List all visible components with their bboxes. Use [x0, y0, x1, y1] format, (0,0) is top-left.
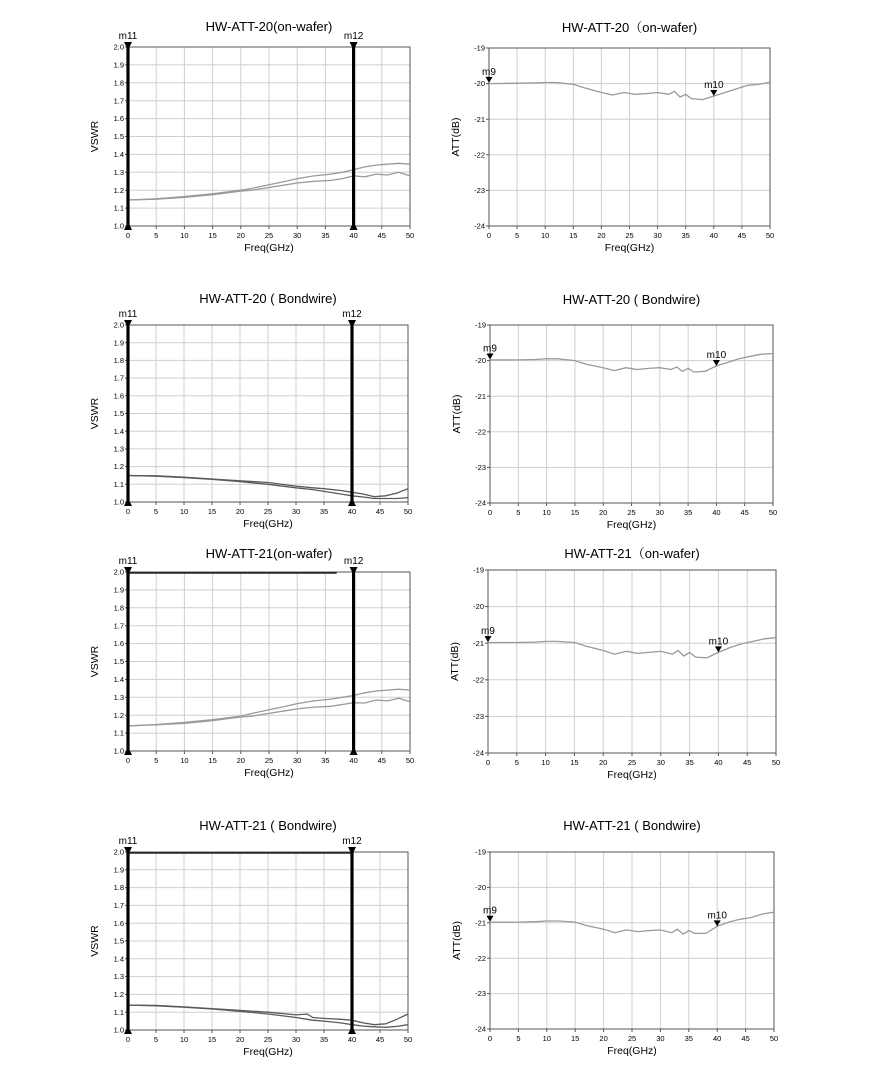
y-tick-label: 1.4	[113, 150, 124, 159]
chart-panel-4	[451, 292, 777, 531]
x-tick-label: 10	[542, 1034, 551, 1043]
x-tick-label: 45	[377, 756, 386, 765]
y-tick-label: 1.2	[113, 462, 124, 472]
y-tick-label: 1.5	[113, 657, 124, 667]
x-tick-label: 15	[208, 756, 217, 765]
y-tick-label: -19	[475, 847, 486, 857]
x-tick-label: 40	[349, 756, 358, 765]
y-tick-label: 1.9	[113, 338, 124, 348]
x-tick-label: 45	[377, 231, 386, 240]
y-axis-label: ATT(dB)	[451, 921, 463, 960]
marker-label-m10: m10	[707, 910, 727, 922]
marker-triangle-top	[348, 847, 356, 855]
x-tick-label: 30	[293, 756, 302, 765]
x-axis-label: Freq(GHz)	[607, 1045, 657, 1057]
x-tick-label: 40	[347, 1035, 357, 1044]
chart-title: HW-ATT-21 ( Bondwire)	[199, 818, 337, 833]
y-tick-label: 1.6	[113, 391, 124, 401]
x-axis-label: Freq(GHz)	[243, 1046, 293, 1058]
chart-title: HW-ATT-20 ( Bondwire)	[562, 292, 701, 307]
x-tick-label: 25	[625, 231, 634, 240]
marker-label-m11: m11	[118, 31, 138, 42]
y-tick-label: 1.5	[113, 936, 124, 946]
x-tick-label: 50	[768, 508, 778, 517]
x-axis-label: Freq(GHz)	[244, 242, 294, 254]
y-tick-label: -19	[473, 565, 484, 575]
marker-triangle-top	[350, 567, 358, 575]
x-tick-label: 5	[516, 1034, 521, 1043]
x-tick-label: 0	[487, 508, 493, 517]
y-tick-label: -22	[474, 150, 485, 160]
x-tick-label: 30	[291, 1035, 301, 1044]
y-tick-label: 2.0	[113, 42, 124, 52]
chart-panel-5	[89, 546, 414, 779]
x-tick-label: 0	[487, 1034, 493, 1043]
x-tick-label: 5	[153, 507, 159, 516]
x-tick-label: 15	[207, 507, 217, 516]
y-tick-label: 1.1	[113, 728, 124, 738]
x-tick-label: 50	[405, 756, 415, 765]
x-tick-label: 20	[599, 508, 608, 517]
y-tick-label: -20	[475, 356, 486, 366]
x-tick-label: 0	[125, 756, 131, 765]
marker-triangle-top	[124, 847, 132, 855]
x-tick-label: 0	[485, 758, 491, 767]
marker-label-m11: m11	[118, 836, 138, 847]
y-tick-label: -19	[475, 320, 486, 330]
x-tick-label: 25	[627, 758, 637, 767]
y-tick-label: 1.7	[113, 96, 124, 106]
x-tick-label: 30	[655, 508, 664, 517]
x-tick-label: 25	[264, 231, 274, 240]
marker-label-m9: m9	[482, 66, 496, 78]
x-tick-label: 35	[684, 1034, 693, 1043]
y-tick-label: 1.2	[113, 710, 124, 720]
marker-label-m9: m9	[483, 343, 497, 355]
x-tick-label: 45	[375, 507, 385, 516]
y-tick-label: 1.4	[113, 426, 124, 436]
y-tick-label: 1.9	[113, 60, 124, 70]
x-tick-label: 50	[769, 1034, 779, 1043]
x-tick-label: 10	[180, 756, 189, 765]
chart-panel-7	[89, 818, 412, 1058]
chart-panel-2	[450, 20, 774, 254]
x-tick-label: 25	[627, 508, 636, 517]
y-tick-label: 1.8	[113, 356, 124, 365]
x-tick-label: 10	[541, 231, 550, 240]
y-tick-label: -23	[473, 712, 484, 721]
x-axis-label: Freq(GHz)	[607, 769, 657, 781]
x-tick-label: 40	[714, 758, 723, 767]
y-tick-label: 1.8	[113, 603, 124, 613]
x-tick-label: 15	[207, 1035, 217, 1044]
y-tick-label: 1.6	[113, 918, 124, 928]
chart-title: HW-ATT-20 ( Bondwire)	[199, 291, 337, 306]
x-tick-label: 40	[347, 507, 357, 516]
y-axis-label: VSWR	[89, 120, 101, 153]
chart-panel-8	[451, 818, 778, 1057]
x-tick-label: 40	[349, 231, 358, 240]
y-tick-label: -21	[475, 391, 486, 401]
y-tick-label: 1.6	[113, 114, 124, 124]
x-tick-label: 35	[681, 231, 690, 240]
y-tick-label: -23	[475, 463, 486, 472]
x-axis-label: Freq(GHz)	[604, 242, 655, 254]
y-tick-label: 1.7	[113, 621, 124, 631]
chart-title: HW-ATT-20(on-wafer)	[205, 19, 333, 34]
x-tick-label: 25	[264, 756, 274, 765]
x-tick-label: 5	[514, 758, 519, 767]
x-tick-label: 15	[570, 758, 579, 767]
x-tick-label: 5	[516, 508, 521, 517]
y-tick-label: 1.7	[113, 901, 124, 910]
x-tick-label: 10	[179, 507, 189, 516]
y-axis-label: VSWR	[89, 925, 101, 957]
marker-triangle-top	[124, 567, 132, 575]
marker-label-m10: m10	[704, 80, 724, 92]
x-tick-label: 5	[154, 756, 159, 765]
y-tick-label: -21	[473, 638, 484, 648]
y-tick-label: 1.0	[113, 1025, 124, 1035]
y-axis-label: ATT(dB)	[450, 117, 462, 157]
x-tick-label: 40	[709, 231, 718, 240]
y-tick-label: -20	[474, 79, 485, 89]
y-tick-label: 1.1	[113, 1007, 124, 1017]
x-tick-label: 15	[570, 508, 580, 517]
chart-panel-3	[89, 291, 412, 530]
x-tick-label: 15	[208, 231, 217, 240]
y-tick-label: 1.6	[113, 639, 124, 649]
y-tick-label: 1.1	[113, 479, 124, 489]
y-axis-label: VSWR	[89, 397, 101, 430]
y-tick-label: -22	[473, 675, 484, 685]
chart-title: HW-ATT-20（on-wafer)	[561, 20, 698, 35]
y-tick-label: 1.3	[113, 444, 124, 454]
x-tick-label: 35	[321, 231, 330, 240]
y-tick-label: 1.9	[113, 585, 124, 595]
y-axis-label: ATT(dB)	[449, 642, 461, 681]
x-tick-label: 25	[263, 507, 273, 516]
y-tick-label: 1.3	[113, 972, 124, 982]
marker-label-m9: m9	[483, 905, 497, 917]
y-tick-label: -24	[475, 1024, 486, 1034]
x-tick-label: 30	[656, 1034, 665, 1043]
marker-label-m12: m12	[343, 31, 364, 42]
y-tick-label: 2.0	[113, 847, 124, 857]
x-tick-label: 45	[737, 231, 747, 240]
y-tick-label: 1.9	[113, 865, 124, 875]
x-tick-label: 20	[599, 1034, 608, 1043]
y-tick-label: -20	[475, 883, 486, 892]
x-tick-label: 10	[179, 1035, 189, 1044]
marker-label-m10: m10	[706, 349, 727, 361]
x-tick-label: 20	[235, 1035, 245, 1044]
marker-label-m10: m10	[708, 636, 729, 648]
x-tick-label: 30	[653, 231, 662, 240]
y-tick-label: 2.0	[113, 320, 124, 330]
y-axis-label: VSWR	[89, 645, 101, 678]
x-tick-label: 35	[319, 1035, 329, 1044]
x-tick-label: 20	[597, 231, 606, 240]
y-tick-label: 1.2	[113, 185, 124, 195]
chart-title: HW-ATT-21 ( Bondwire)	[563, 818, 701, 833]
x-tick-label: 10	[542, 508, 551, 517]
y-tick-label: -24	[474, 221, 485, 231]
y-tick-label: -23	[475, 989, 486, 999]
x-tick-label: 20	[236, 231, 245, 240]
y-tick-label: 1.0	[113, 746, 124, 756]
y-tick-label: 1.1	[113, 203, 124, 213]
x-tick-label: 5	[154, 231, 159, 240]
chart-title: HW-ATT-21(on-wafer)	[205, 546, 333, 561]
x-tick-label: 45	[740, 508, 749, 517]
y-tick-label: 1.5	[113, 132, 124, 142]
chart-panel-1	[89, 19, 414, 254]
x-tick-label: 0	[125, 231, 131, 240]
y-tick-label: -22	[475, 953, 486, 963]
chart-title: HW-ATT-21（on-wafer)	[564, 546, 700, 561]
x-tick-label: 0	[486, 231, 492, 240]
marker-label-m11: m11	[118, 309, 138, 320]
y-tick-label: -23	[474, 186, 485, 195]
y-tick-label: 1.0	[113, 497, 124, 507]
x-tick-label: 20	[235, 507, 245, 516]
x-tick-label: 30	[291, 507, 301, 516]
y-axis-label: ATT(dB)	[451, 394, 463, 434]
x-tick-label: 0	[125, 1035, 131, 1044]
y-tick-label: 1.4	[113, 954, 124, 964]
x-tick-label: 35	[683, 508, 693, 517]
x-axis-label: Freq(GHz)	[606, 519, 657, 531]
x-tick-label: 45	[741, 1034, 750, 1043]
x-tick-label: 50	[765, 231, 775, 240]
y-tick-label: -21	[475, 918, 486, 928]
y-tick-label: 1.2	[113, 990, 124, 999]
y-tick-label: -24	[475, 498, 486, 508]
marker-triangle-top	[124, 320, 132, 328]
y-tick-label: -20	[473, 602, 484, 612]
x-axis-label: Freq(GHz)	[244, 767, 294, 779]
x-tick-label: 35	[319, 507, 329, 516]
y-tick-label: -22	[475, 427, 486, 437]
x-tick-label: 5	[515, 231, 520, 240]
y-tick-label: 1.3	[113, 167, 124, 177]
x-tick-label: 30	[656, 758, 665, 767]
x-tick-label: 20	[236, 756, 245, 765]
marker-label-m12: m12	[342, 309, 362, 320]
marker-triangle-top	[348, 320, 356, 328]
x-tick-label: 45	[375, 1035, 385, 1044]
y-tick-label: -21	[474, 114, 485, 124]
x-tick-label: 40	[713, 1034, 722, 1043]
x-tick-label: 10	[180, 231, 189, 240]
x-tick-label: 35	[321, 756, 330, 765]
x-tick-label: 45	[743, 758, 752, 767]
y-tick-label: 1.8	[113, 78, 124, 88]
y-tick-label: 1.7	[113, 373, 124, 383]
x-tick-label: 15	[571, 1034, 580, 1043]
x-tick-label: 0	[125, 507, 131, 516]
marker-label-m12: m12	[343, 556, 364, 567]
x-tick-label: 35	[685, 758, 694, 767]
x-tick-label: 50	[405, 231, 415, 240]
chart-panel-6	[449, 546, 780, 781]
y-tick-label: 1.8	[113, 883, 124, 893]
x-tick-label: 10	[541, 758, 550, 767]
y-tick-label: 1.4	[113, 675, 124, 684]
x-tick-label: 30	[293, 231, 302, 240]
x-tick-label: 40	[712, 508, 721, 517]
x-tick-label: 50	[771, 758, 781, 767]
x-tick-label: 25	[627, 1034, 637, 1043]
marker-label-m11: m11	[118, 556, 138, 567]
marker-label-m9: m9	[481, 626, 495, 638]
x-axis-label: Freq(GHz)	[243, 518, 293, 530]
y-tick-label: 2.0	[113, 567, 124, 577]
marker-triangle-top	[124, 42, 132, 50]
y-tick-label: -24	[473, 748, 484, 758]
x-tick-label: 50	[403, 507, 413, 516]
marker-triangle-top	[350, 42, 358, 50]
marker-label-m12: m12	[342, 836, 362, 847]
y-tick-label: 1.3	[113, 692, 124, 702]
x-tick-label: 15	[569, 231, 578, 240]
x-tick-label: 5	[153, 1035, 159, 1044]
x-tick-label: 50	[403, 1035, 413, 1044]
y-tick-label: 1.0	[113, 221, 124, 231]
y-tick-label: -19	[474, 43, 485, 53]
x-tick-label: 20	[599, 758, 608, 767]
y-tick-label: 1.5	[113, 409, 124, 419]
x-tick-label: 25	[263, 1035, 273, 1044]
